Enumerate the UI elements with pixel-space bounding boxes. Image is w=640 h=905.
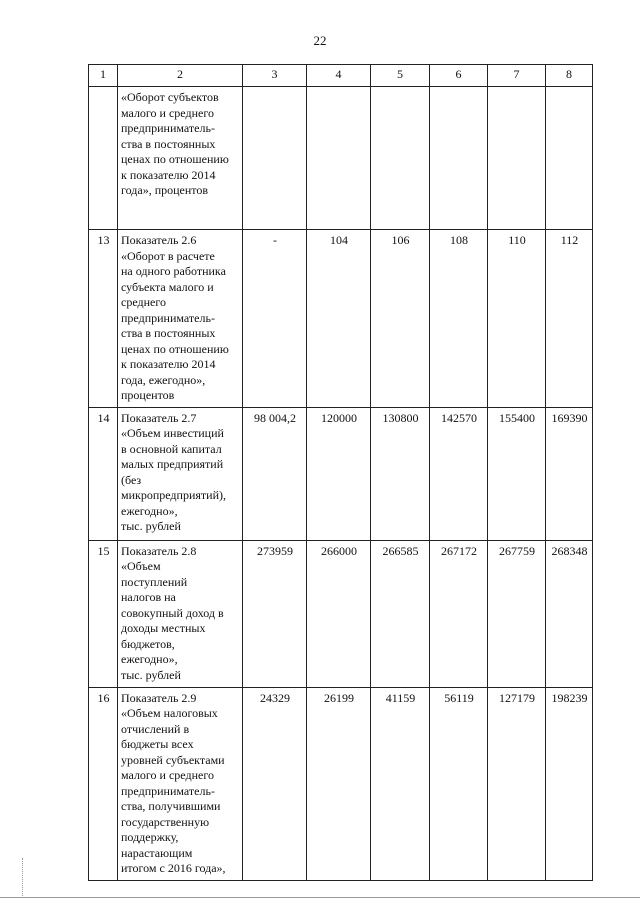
value-cell: 266000 (307, 540, 371, 687)
value-cell: 41159 (371, 687, 430, 880)
value-cell: 266585 (371, 540, 430, 687)
column-header: 3 (243, 65, 307, 87)
value-cell: 106 (371, 230, 430, 408)
table-row (89, 540, 593, 687)
row-number: 15 (89, 540, 118, 687)
row-number: 16 (89, 687, 118, 880)
value-cell: 112 (546, 230, 593, 408)
column-header: 1 (89, 65, 118, 87)
value-cell: 169390 (546, 407, 593, 540)
value-cell: 267759 (488, 540, 546, 687)
indicator-description: Показатель 2.6 «Оборот в расчете на одного работника субъекта малого и среднего предприниматель- ства в постоянных ценах по отношению к показателю 2014 года, ежегодно», процентов (118, 230, 243, 408)
indicator-description: Показатель 2.9 «Объем налоговых отчислений в бюджеты всех уровней субъектами малого и среднего предприниматель- ства, получившими государственную поддержку, нарастающим итогом с 2016 года», (118, 687, 243, 880)
value-cell (243, 87, 307, 230)
indicator-description: «Оборот субъектов малого и среднего предприниматель- ства в постоянных ценах по отношению к показателю 2014 года», процентов (118, 87, 243, 230)
value-cell: 24329 (243, 687, 307, 880)
row-number (89, 87, 118, 230)
value-cell (371, 87, 430, 230)
value-cell: 155400 (488, 407, 546, 540)
value-cell: 267172 (430, 540, 488, 687)
footer-divider (0, 897, 640, 898)
row-number: 13 (89, 230, 118, 408)
column-header: 6 (430, 65, 488, 87)
value-cell: 130800 (371, 407, 430, 540)
table-row (89, 87, 593, 230)
table-row (89, 407, 593, 540)
value-cell: 120000 (307, 407, 371, 540)
column-header: 7 (488, 65, 546, 87)
table-row (89, 230, 593, 408)
value-cell: 104 (307, 230, 371, 408)
value-cell (488, 87, 546, 230)
column-header: 5 (371, 65, 430, 87)
value-cell: 273959 (243, 540, 307, 687)
value-cell: 56119 (430, 687, 488, 880)
table-header-row (89, 65, 593, 87)
value-cell: 127179 (488, 687, 546, 880)
value-cell (307, 87, 371, 230)
value-cell: 268348 (546, 540, 593, 687)
column-header: 4 (307, 65, 371, 87)
indicator-description: Показатель 2.7 «Объем инвестиций в основной капитал малых предприятий (без микропредприятий), ежегодно», тыс. рублей (118, 407, 243, 540)
column-header: 8 (546, 65, 593, 87)
margin-dots (22, 858, 25, 896)
value-cell: 198239 (546, 687, 593, 880)
row-number: 14 (89, 407, 118, 540)
value-cell: 142570 (430, 407, 488, 540)
value-cell: - (243, 230, 307, 408)
value-cell: 26199 (307, 687, 371, 880)
column-header: 2 (118, 65, 243, 87)
table-row (89, 687, 593, 880)
page-number: 22 (313, 33, 327, 48)
value-cell: 108 (430, 230, 488, 408)
indicator-description: Показатель 2.8 «Объем поступлений налогов на совокупный доход в доходы местных бюджетов, ежегодно», тыс. рублей (118, 540, 243, 687)
value-cell: 98 004,2 (243, 407, 307, 540)
indicators-table (88, 64, 593, 881)
value-cell: 110 (488, 230, 546, 408)
value-cell (546, 87, 593, 230)
value-cell (430, 87, 488, 230)
